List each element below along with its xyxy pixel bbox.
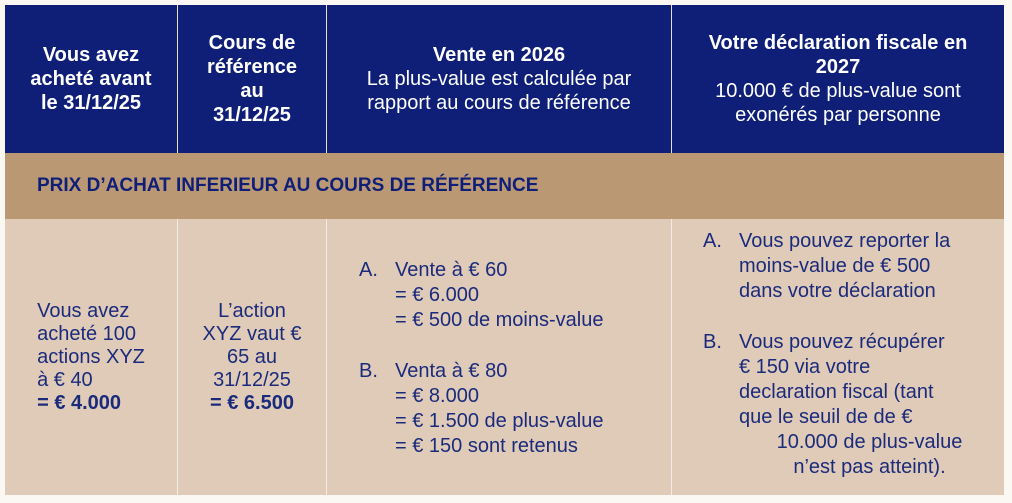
header-col-purchase xyxy=(5,5,178,153)
header-col-declaration-title1: Votre déclaration fiscale en xyxy=(708,32,968,54)
row-reference-line2: XYZ vaut € xyxy=(202,322,302,345)
section-band-label: PRIX D’ACHAT INFERIEUR AU COURS DE RÉFÉRENCE xyxy=(37,175,539,196)
row-declaration-item-a-line3: dans votre déclaration xyxy=(739,280,936,302)
header-col-reference-line1: Cours de xyxy=(208,32,296,54)
row-declaration-item-b-line6: n’est pas atteint). xyxy=(793,456,946,478)
row-declaration-item-b-mark: B. xyxy=(703,331,722,353)
header-col-sale-sub1: La plus-value est calculée par xyxy=(366,68,632,90)
section-band xyxy=(5,153,1004,219)
header-col-purchase-line1: Vous avez xyxy=(42,44,140,66)
row-declaration-item-a-line1: Vous pouvez reporter la xyxy=(739,230,951,252)
row-sale-item-a-mark: A. xyxy=(359,259,378,281)
header-col-declaration-sub1: 10.000 € de plus-value sont xyxy=(715,80,961,102)
row-sale-item-a-line2: = € 6.000 xyxy=(395,284,479,306)
header-col-reference-line2: référence xyxy=(206,56,298,78)
row-purchase-line3: actions XYZ xyxy=(37,345,145,368)
row-sale-item-a xyxy=(359,258,664,333)
row-declaration-item-a xyxy=(703,229,1000,304)
row-purchase-cell xyxy=(5,219,178,495)
row-sale-item-b-mark: B. xyxy=(359,360,378,382)
header-col-purchase-line3: le 31/12/25 xyxy=(40,92,142,114)
row-sale-item-b-line2: = € 8.000 xyxy=(395,385,479,407)
header-col-declaration-title2: 2027 xyxy=(815,56,861,78)
row-declaration-item-b-line5: 10.000 de plus-value xyxy=(776,431,963,453)
row-sale-item-b-line1: Venta à € 80 xyxy=(395,360,508,382)
header-col-reference-line4: 31/12/25 xyxy=(213,104,291,126)
row-purchase-total: = € 4.000 xyxy=(37,391,122,414)
header-col-sale xyxy=(327,5,672,153)
row-declaration-item-b-line3: declaration fiscal (tant xyxy=(739,381,934,403)
row-sale-item-a-line1: Vente à € 60 xyxy=(395,259,508,281)
row-sale-item-b-line4: = € 150 sont retenus xyxy=(395,435,578,457)
row-purchase-line4: à € 40 xyxy=(37,368,93,391)
row-declaration-item-a-mark: A. xyxy=(703,230,722,252)
tax-table xyxy=(5,5,1004,495)
row-declaration-item-a-line2: moins-value de € 500 xyxy=(739,255,931,277)
row-declaration-item-b xyxy=(703,330,1000,480)
row-purchase-line1: Vous avez xyxy=(37,299,130,322)
header-col-reference xyxy=(178,5,327,153)
row-reference-cell xyxy=(178,219,327,495)
header-col-sale-title: Vente en 2026 xyxy=(432,44,566,66)
row-sale-item-b-line3: = € 1.500 de plus-value xyxy=(395,410,604,432)
row-declaration-item-b-line4: que le seuil de de € xyxy=(739,406,913,428)
row-reference-line1: L’action xyxy=(218,299,286,322)
row-declaration-item-b-line1: Vous pouvez récupérer xyxy=(739,331,945,353)
header-col-reference-line3: au xyxy=(240,80,264,102)
row-sale-list xyxy=(359,258,664,459)
header-col-declaration xyxy=(672,5,1004,153)
row-sale-item-b xyxy=(359,359,664,459)
row-declaration-list xyxy=(703,229,1000,480)
row-reference-line3: 65 au xyxy=(226,345,278,368)
row-declaration-item-b-line2: € 150 via votre xyxy=(739,356,871,378)
row-purchase-line2: acheté 100 xyxy=(37,322,137,345)
header-col-declaration-sub2: exonérés par personne xyxy=(735,104,941,126)
row-sale-item-a-line3: = € 500 de moins-value xyxy=(395,309,604,331)
row-reference-line4: 31/12/25 xyxy=(213,368,291,391)
header-col-purchase-line2: acheté avant xyxy=(30,68,152,90)
header-col-sale-sub2: rapport au cours de référence xyxy=(367,92,631,114)
row-reference-total: = € 6.500 xyxy=(210,391,294,414)
